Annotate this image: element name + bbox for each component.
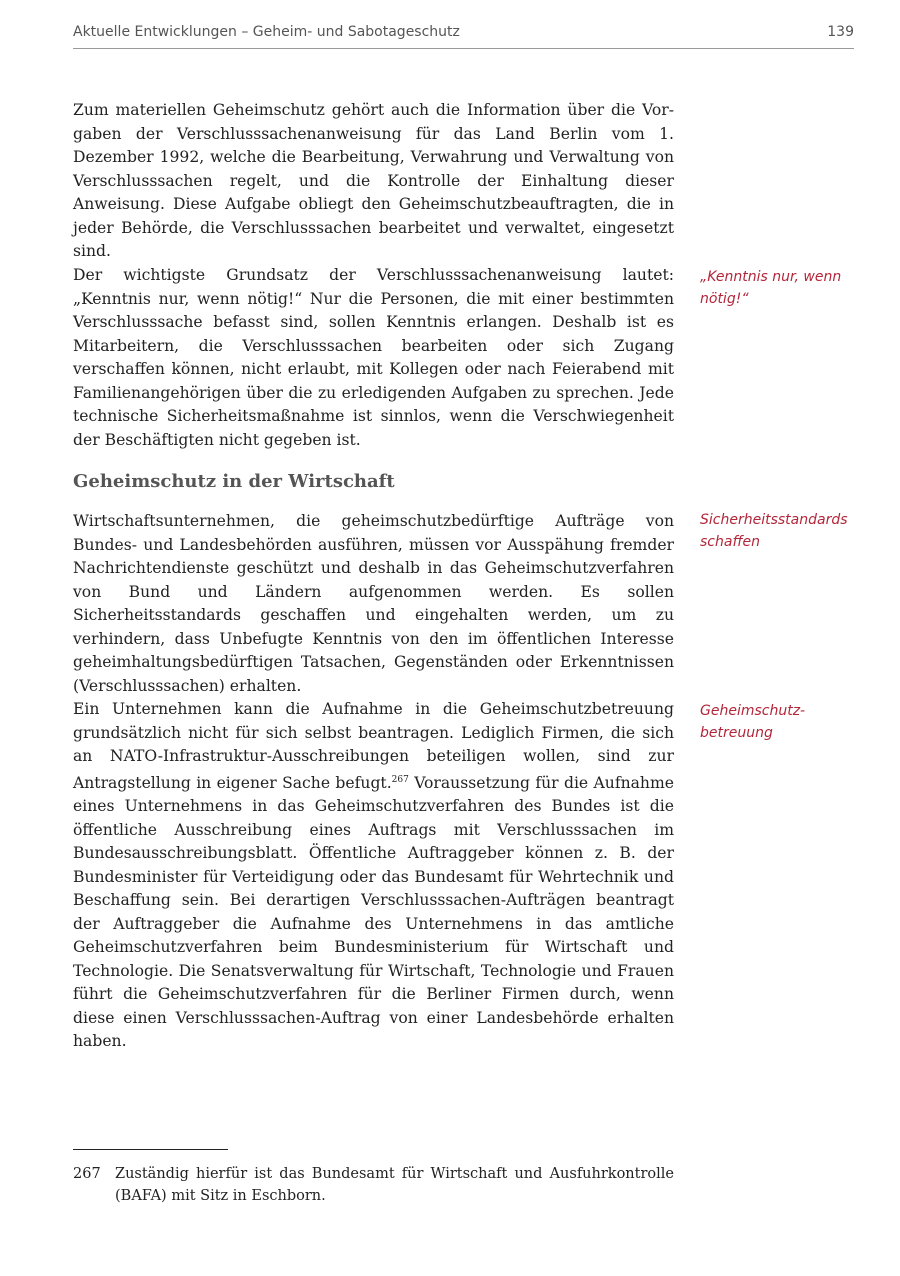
paragraph-materieller-geheimschutz: Zum materiellen Geheimschutz gehört auch die Information über die Vorgaben der Verschlusssachenanweisung für das Land Berlin vom 1. Dezember 1992, welche die Bearbeitung, Verwahrung und Verwaltung von Verschlusssachen regelt, und die Kontrolle der Einhaltung dieser Anweisung. Diese Aufgabe obliegt den Geheimschutzbeauftragten, die in jeder Behörde, die Verschlusssachen bearbeitet und verwaltet, eingesetzt sind.	[73, 101, 674, 260]
paragraph-wirtschaft: Wirtschaftsunternehmen, die geheimschutzbedürftige Aufträge von Bundes- und Landesbehörden ausführen, müssen vor Ausspähung fremder Nachrichtendienste geschützt und deshalb in das Geheimschutzverfahren von Bund und Ländern aufgenommen werden. Es sollen Sicherheitsstandards geschaffen und eingehalten werden, um zu verhindern, dass Unbefugte Kenntnis von den im öffentlichen Interesse geheimhaltungsbedürftigen Tatsachen, Gegenständen oder Erkenntnissen (Verschlusssachen) erhalten.	[73, 512, 674, 695]
footnote-number: 267	[73, 1166, 101, 1182]
margin-note-kenntnis: „Kenntnis nur, wenn nötig!“	[700, 269, 842, 307]
running-header	[73, 24, 854, 49]
footnote-reference[interactable]: 267	[391, 774, 409, 785]
page-number: 139	[827, 24, 854, 40]
margin-note-sicherheitsstandards: Sicherheitsstandards schaffen	[700, 512, 848, 550]
paragraph-grundsatz: Der wichtigste Grundsatz der Verschlusssachenanweisung lautet: „Kenntnis nur, wenn nötig!“ Nur die Personen, die mit einer bestimmten Verschlusssache befasst sind, sollen Kenntnis erlangen. Deshalb ist es Mitarbeitern, die Verschlusssachen bearbeiten oder sich Zugang verschaffen können, nicht erlaubt, mit Kollegen oder nach Feierabend mit Familienangehörigen über die zu erledigenden Aufgaben zu sprechen. Jede technische Sicherheitsmaßnahme ist sinnlos, wenn die Verschwiegenheit der Beschäftigten nicht gegeben ist.	[73, 266, 674, 449]
footnote-divider	[73, 1149, 228, 1150]
paragraph-part-a: Ein Unternehmen kann die Aufnahme in die Geheimschutzbetreuung grundsätzlich nicht für sich selbst beantragen. Lediglich Firmen, die sich an NATO-Infrastruktur-Ausschreibungen beteiligen wollen, sind zur Antragstellung in eigener Sache befugt.	[73, 700, 674, 792]
footnote-text: Zuständig hierfür ist das Bundesamt für Wirtschaft und Ausfuhrkontrolle (BAFA) mit Sitz in Eschborn.	[115, 1166, 674, 1204]
margin-note-geheimschutzbetreuung: Geheimschutz- betreuung	[700, 703, 806, 741]
footnote	[73, 1163, 674, 1207]
running-title: Aktuelle Entwicklungen – Geheim- und Sabotageschutz	[73, 24, 460, 40]
paragraph-geheimschutzbetreuung	[73, 698, 674, 1054]
section-heading: Geheimschutz in der Wirtschaft	[73, 471, 395, 492]
paragraph-part-b: Voraussetzung für die Aufnahme eines Unternehmens in das Geheimschutzverfahren des Bundes ist die öffentliche Ausschreibung eines Auftrags mit Verschlusssachen im Bundesausschreibungsblatt. Öffentliche Auftraggeber können z. B. der Bundesminister für Verteidigung oder das Bundesamt für Wehrtechnik und Beschaffung sein. Bei derartigen Verschlusssachen-Aufträgen beantragt der Auftraggeber die Aufnahme des Unternehmens in das amtliche Geheimschutzverfahren beim Bundesministerium für Wirtschaft und Technologie. Die Senatsverwaltung für Wirtschaft, Technologie und Frauen führt die Geheimschutzverfahren für die Berliner Firmen durch, wenn diese einen Verschlusssachen-Auftrag von einer Landesbehörde erhalten haben.	[73, 773, 674, 1050]
